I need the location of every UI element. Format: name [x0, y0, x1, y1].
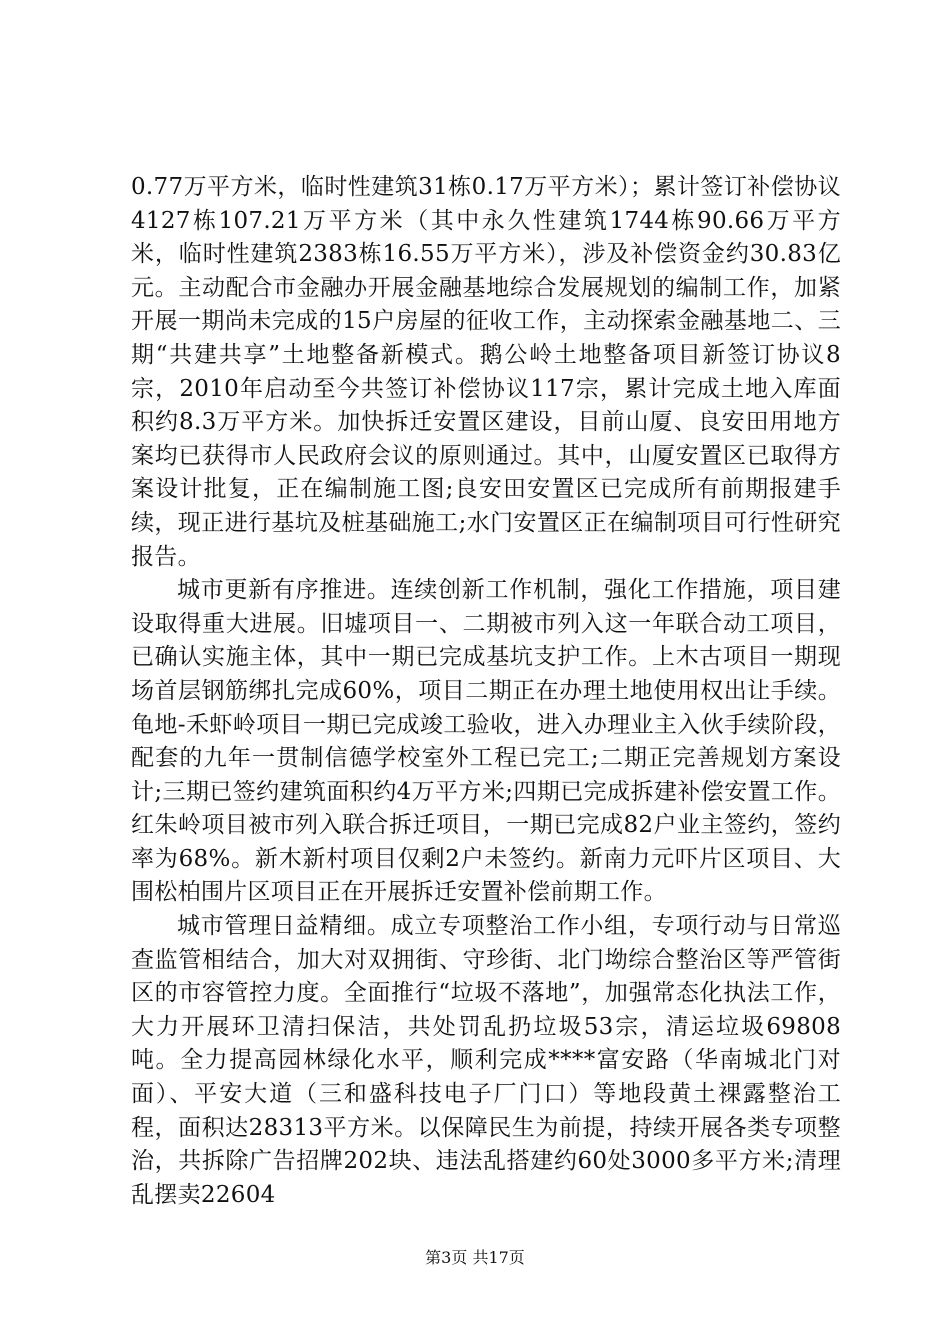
paragraph-urban-management: 城市管理日益精细。成立专项整治工作小组，专项行动与日常巡查监管相结合，加大对双拥街、守珍街、北门坳综合整治区等严管街区的市容管控力度。全面推行“垃圾不落地”，加强常态化执法工作，大力开展环卫清扫保洁，共处罚乱扔垃圾53宗，清运垃圾69808吨。全力提高园林绿化水平，顺利完成****富安路（华南城北门对面）、平安大道（三和盛科技电子厂门口）等地段黄土裸露整治工程，面积达28313平方米。以保障民生为前提，持续开展各类专项整治，共拆除广告招牌202块、违法乱搭建约60处3000多平方米;清理乱摆卖22604 — [131, 913, 841, 1208]
page-number-footer: 第3页 共17页 — [425, 1248, 525, 1267]
document-body — [131, 171, 841, 1212]
paragraph-urban-renewal: 城市更新有序推进。连续创新工作机制，强化工作措施，项目建设取得重大进展。旧墟项目一、二期被市列入这一年联合动工项目，已确认实施主体，其中一期已完成基坑支护工作。上木古项目一期现场首层钢筋绑扎完成60%，项目二期正在办理土地使用权出让手续。龟地-禾虾岭项目一期已完成竣工验收，进入办理业主入伙手续阶段，配套的九年一贯制信德学校室外工程已完工;二期正完善规划方案设计;三期已签约建筑面积约4万平方米;四期已完成拆建补偿安置工作。红朱岭项目被市列入联合拆迁项目，一期已完成82户业主签约，签约率为68%。新木新村项目仅剩2户未签约。新南力元吓片区项目、大围松柏围片区项目正在开展拆迁安置补偿前期工作。 — [131, 577, 841, 906]
paragraph-land-preparation: 0.77万平方米，临时性建筑31栋0.17万平方米）；累计签订补偿协议4127栋107.21万平方米（其中永久性建筑1744栋90.66万平方米，临时性建筑2383栋16.55万平方米），涉及补偿资金约30.83亿元。主动配合市金融办开展金融基地综合发展规划的编制工作，加紧开展一期尚未完成的15户房屋的征收工作，主动探索金融基地二、三期“共建共享”土地整备新模式。鹅公岭土地整备项目新签订协议8宗，2010年启动至今共签订补偿协议117宗，累计完成土地入库面积约8.3万平方米。加快拆迁安置区建设，目前山厦、良安田用地方案均已获得市人民政府会议的原则通过。其中，山厦安置区已取得方案设计批复，正在编制施工图;良安田安置区已完成所有前期报建手续，现正进行基坑及桩基础施工;水门安置区正在编制项目可行性研究报告。 — [131, 174, 841, 570]
